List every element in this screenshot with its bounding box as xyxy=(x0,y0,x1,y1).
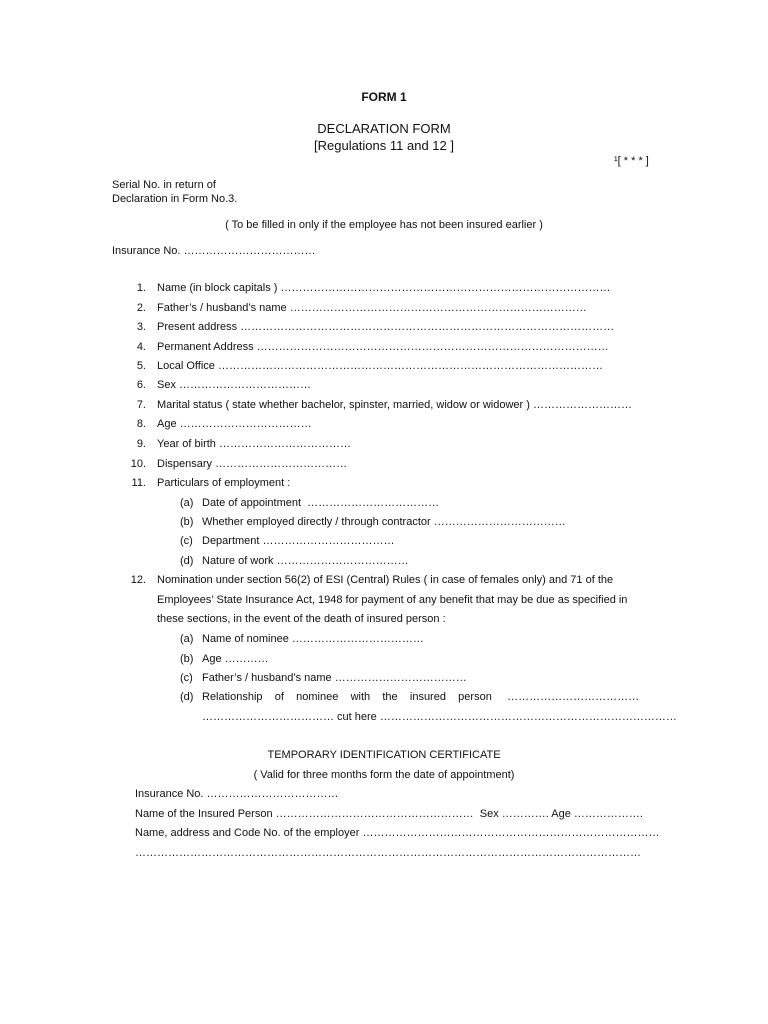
form-title: FORM 1 xyxy=(361,90,407,104)
item-number: 8. xyxy=(136,418,146,430)
item-number: 3. xyxy=(136,321,146,333)
item-number: 11. xyxy=(131,477,146,489)
item-dispensary: Dispensary ……………………………… xyxy=(157,458,348,470)
certificate-insured-person: Name of the Insured Person ……………………………………………… Sex …………. Age ………………. xyxy=(135,808,643,820)
subitem-department: Department ……………………………… xyxy=(202,535,395,547)
item-sex: Sex ……………………………… xyxy=(157,379,312,391)
certificate-insurance-number: Insurance No. ……………………………… xyxy=(135,788,339,800)
item-age: Age ……………………………… xyxy=(157,418,312,430)
item-local-office: Local Office …………………………………………………………………………………………… xyxy=(157,360,603,372)
footnote-mark: ¹[ * * * ] xyxy=(614,155,649,167)
subitem-employment-type: Whether employed directly / through contractor ……………………………… xyxy=(202,516,566,528)
certificate-dotted-line: ………………………………………………………………………………………………………………………… xyxy=(135,847,641,859)
item-marital-status: Marital status ( state whether bachelor, spinster, married, widow or widower ) ……………………… xyxy=(157,399,632,411)
subitem-nominee-relationship: Relationship of nominee with the insured person ……………………………… xyxy=(202,691,640,703)
subitem-nominee-father-husband: Father’s / husband’s name ……………………………… xyxy=(202,672,467,684)
subitem-label: (b) xyxy=(180,516,194,528)
item-name: Name (in block capitals ) ……………………………………………………………………………… xyxy=(157,282,611,294)
nomination-line-2: Employees’ State Insurance Act, 1948 for payment of any benefit that may be due as specified in xyxy=(157,594,628,606)
serial-line-2: Declaration in Form No.3. xyxy=(112,193,238,205)
subitem-label: (c) xyxy=(180,535,193,547)
item-number: 5. xyxy=(136,360,146,372)
item-number: 12. xyxy=(130,574,146,586)
fill-instruction: ( To be filled in only if the employee has not been insured earlier ) xyxy=(225,219,543,231)
item-year-of-birth: Year of birth ……………………………… xyxy=(157,438,351,450)
nomination-line-1: Nomination under section 56(2) of ESI (Central) Rules ( in case of females only) and 71 of the xyxy=(157,574,614,586)
item-number: 6. xyxy=(136,379,146,391)
item-number: 2. xyxy=(136,302,146,314)
subitem-label: (c) xyxy=(180,672,193,684)
subitem-nature-of-work: Nature of work ……………………………… xyxy=(202,555,409,567)
subitem-date-of-appointment: Date of appointment ……………………………… xyxy=(202,497,440,509)
subitem-label: (d) xyxy=(180,691,194,703)
subitem-label: (a) xyxy=(180,497,194,509)
item-present-address: Present address ………………………………………………………………………………………… xyxy=(157,321,615,333)
item-number: 1. xyxy=(136,282,146,294)
item-number: 9. xyxy=(136,438,146,450)
item-number: 10. xyxy=(130,458,146,470)
item-number: 7. xyxy=(136,399,146,411)
cut-here-line: ……………………………… cut here ……………………………………………………………………… xyxy=(202,711,677,723)
certificate-title: TEMPORARY IDENTIFICATION CERTIFICATE xyxy=(267,749,501,761)
subitem-nominee-age: Age ………… xyxy=(202,653,269,665)
subitem-label: (d) xyxy=(180,555,194,567)
subitem-label: (a) xyxy=(180,633,194,645)
subitem-nominee-name: Name of nominee ……………………………… xyxy=(202,633,424,645)
regulations-reference: [Regulations 11 and 12 ] xyxy=(314,138,454,153)
form-subtitle: DECLARATION FORM xyxy=(317,121,451,136)
insurance-number-field: Insurance No. ……………………………… xyxy=(112,245,316,257)
certificate-validity: ( Valid for three months form the date of appointment) xyxy=(253,769,515,781)
item-permanent-address: Permanent Address …………………………………………………………………………………… xyxy=(157,341,609,353)
item-number: 4. xyxy=(136,341,146,353)
subitem-label: (b) xyxy=(180,653,194,665)
item-father-husband-name: Father’s / husband’s name ……………………………………………………………………… xyxy=(157,302,587,314)
item-particulars-of-employment: Particulars of employment : xyxy=(157,477,291,489)
nomination-line-3: these sections, in the event of the death of insured person : xyxy=(157,613,446,625)
serial-line-1: Serial No. in return of xyxy=(112,179,216,191)
certificate-employer: Name, address and Code No. of the employer ……………………………………………………………………… xyxy=(135,827,660,839)
